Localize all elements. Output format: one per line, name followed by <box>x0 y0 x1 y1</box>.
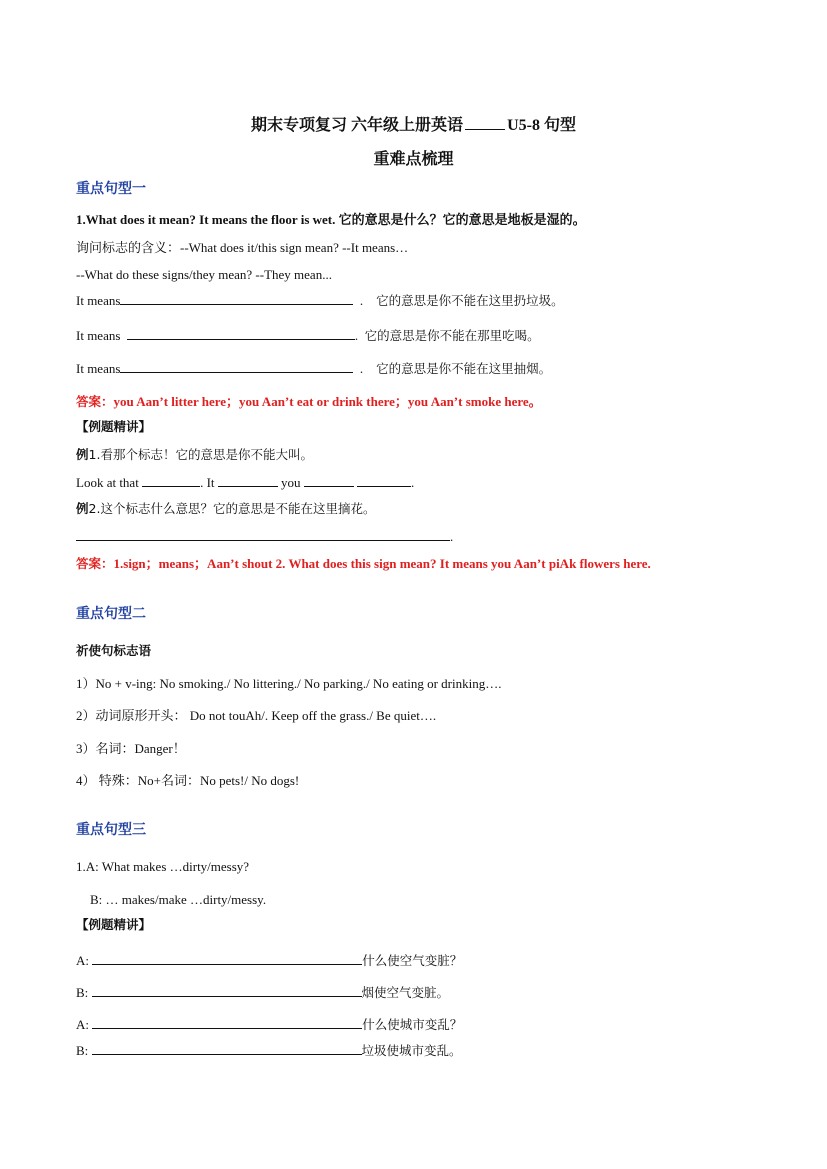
answer-text: 1.sign；means；Aan’t shout 2. What does this sign mean? It means you Aan’t piAk flowers here. <box>113 556 651 571</box>
answer-blank[interactable] <box>142 474 200 487</box>
fill-text-a: Look at that <box>76 475 139 490</box>
exercise-cn: 它的意思是你不能在那里吃喝。 <box>364 328 540 343</box>
fill-text-b: . It <box>200 475 215 490</box>
title-prefix: 期末专项复习 六年级上册英语 <box>251 117 464 134</box>
exercise-line-1: It means . 它的意思是你不能在这里扔垃圾。 <box>76 293 564 308</box>
page-subtitle: 重难点梳理 <box>373 151 454 168</box>
example-question-2 <box>76 500 375 518</box>
exercise-prefix: It means <box>76 293 121 308</box>
rule-item-2: 2）动词原形开头： Do not touAh/. Keep off the grass./ Be quiet…. <box>76 708 437 723</box>
pattern-line-2: B: … makes/make …dirty/messy. <box>90 892 267 907</box>
answer-blank[interactable] <box>92 1042 362 1055</box>
section3-example-heading: 【例题精讲】 <box>76 917 152 932</box>
section1-note1: 询问标志的含义：--What does it/this sign mean? --It means… <box>76 240 409 255</box>
answer-blank[interactable] <box>304 474 354 487</box>
speaker-label: A: <box>76 953 89 968</box>
fill-text-c: you <box>281 475 301 490</box>
section2-heading: 重点句型二 <box>76 607 146 622</box>
answer-blank[interactable] <box>76 528 450 541</box>
dialogue-line-3 <box>76 1016 462 1034</box>
section1-sentence: 1.What does it mean? It means the floor is wet. 它的意思是什么？它的意思是地板是湿的。 <box>76 212 586 227</box>
page-title <box>0 112 827 135</box>
exercise-cn: 它的意思是你不能在这里扔垃圾。 <box>376 293 564 308</box>
exercise-prefix: It means <box>76 361 121 376</box>
dialogue-line-1 <box>76 952 462 970</box>
section1-heading: 重点句型一 <box>76 182 146 197</box>
pattern-line-1: 1.A: What makes …dirty/messy? <box>76 859 250 874</box>
answer-label: 答案： <box>76 394 114 409</box>
dialogue-cn: 什么使空气变脏？ <box>362 953 463 968</box>
example-question-1 <box>76 446 313 464</box>
speaker-label: A: <box>76 1017 89 1032</box>
rule-item-4: 4） 特殊：No+名词：No pets!/ No dogs! <box>76 773 300 788</box>
answer-blank[interactable] <box>127 327 355 340</box>
example-question-text: 2.这个标志什么意思？它的意思是不能在这里摘花。 <box>88 501 376 516</box>
dialogue-cn: 什么使城市变乱？ <box>362 1017 463 1032</box>
exercise-prefix: It means <box>76 328 121 343</box>
answer-text: you Aan’t litter here；you Aan’t eat or drink there；you Aan’t smoke here。 <box>113 394 542 409</box>
title-dash <box>465 120 505 130</box>
answer-blank[interactable] <box>218 474 278 487</box>
dialogue-line-4 <box>76 1042 462 1060</box>
dialogue-line-2 <box>76 984 449 1002</box>
section1-note2: --What do these signs/they mean? --They mean... <box>76 267 332 282</box>
exercise-cn: 它的意思是你不能在这里抽烟。 <box>376 361 552 376</box>
speaker-label: B: <box>76 1043 89 1058</box>
answer-blank[interactable] <box>92 952 362 965</box>
exercise-line-3: It means . 它的意思是你不能在这里抽烟。 <box>76 361 552 376</box>
section2-subheading: 祈使句标志语 <box>76 643 152 658</box>
answer-line-1 <box>76 393 542 411</box>
example-heading: 【例题精讲】 <box>76 419 152 434</box>
rule-item-1: 1）No + v-ing: No smoking./ No littering./ No parking./ No eating or drinking…. <box>76 676 502 691</box>
rule-item-3: 3）名词：Danger！ <box>76 741 186 756</box>
answer-blank[interactable] <box>92 1016 362 1029</box>
answer-blank[interactable] <box>92 984 362 997</box>
example-question-text: 1.看那个标志！它的意思是你不能大叫。 <box>88 447 313 462</box>
speaker-label: B: <box>76 985 89 1000</box>
example-label: 例 <box>76 501 89 516</box>
example-answer-line: . <box>76 528 453 546</box>
example-label: 例 <box>76 447 89 462</box>
section3-heading: 重点句型三 <box>76 823 146 838</box>
answer-line-2 <box>76 555 651 573</box>
example-fill-line: Look at that . It you . <box>76 475 415 490</box>
exercise-line-2: It means . 它的意思是你不能在那里吃喝。 <box>76 328 540 343</box>
dialogue-cn: 烟使空气变脏。 <box>361 985 450 1000</box>
dialogue-cn: 垃圾使城市变乱。 <box>361 1043 462 1058</box>
answer-label: 答案： <box>76 556 114 571</box>
answer-blank[interactable] <box>357 474 411 487</box>
title-suffix: U5-8 句型 <box>507 117 576 134</box>
answer-blank[interactable] <box>120 360 353 373</box>
answer-blank[interactable] <box>120 292 353 305</box>
